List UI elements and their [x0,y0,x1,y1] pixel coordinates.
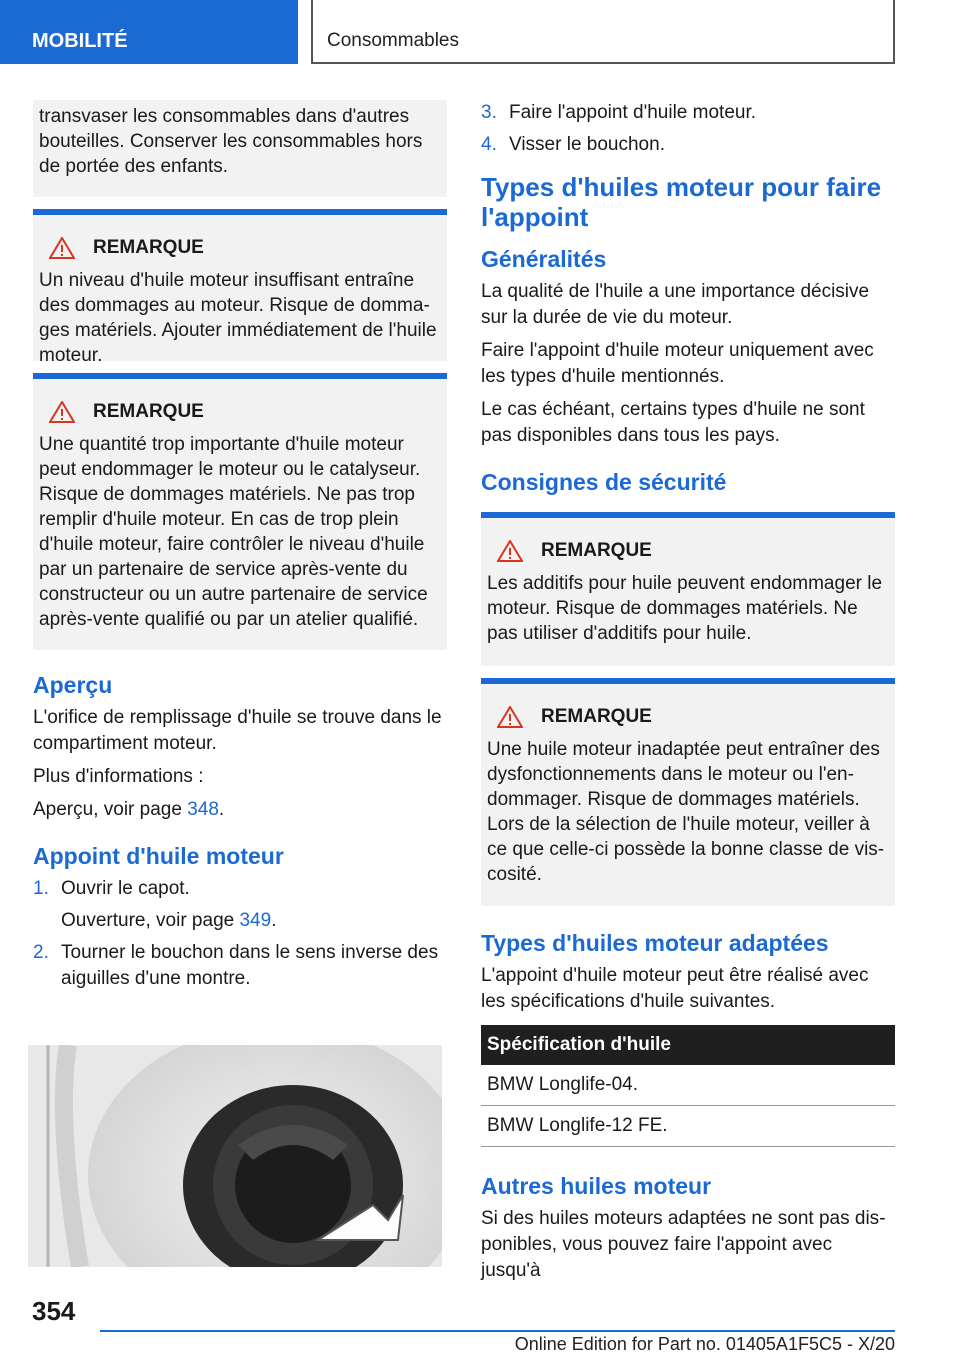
chapter-title: Consommables [327,30,459,51]
intro-box [33,100,447,197]
chapter-header [311,0,895,64]
note-header [487,538,887,563]
left-column [33,100,447,998]
types-heading: Types d'huiles moteur pour faire l'appoint [481,172,882,232]
apercu-heading: Aperçu [33,672,113,698]
adaptees-heading: Types d'huiles moteur adaptées [481,930,829,956]
warning-icon [49,401,75,423]
step-sub-ref: Ouverture, voir page 349. [61,910,277,931]
appoint-steps-cont [481,100,895,158]
section-tab[interactable] [0,0,298,64]
warning-icon [49,237,75,259]
note-title: REMARQUE [541,540,652,561]
adaptees-text: L'appoint d'huile moteur peut être réalisé avec les spécifications d'huile suivantes. [481,965,869,1012]
note-text: Une quantité trop importante d'huile moteur peut endommager le moteur ou le catalyseur. Risque de dommages matériels. Ne pas trop remplir d'huile moteur. En cas de trop plein d'huile moteur, faire contrôler le niveau d'huile par un partenaire de service après-vente du constructeur ou un autre partenaire de service après-vente qualifié ou par un atelier qualifié. [39,434,428,630]
apercu-ref: Aperçu, voir page 348. [33,799,225,820]
appoint-steps [33,876,447,992]
table-row: BMW Longlife-12 FE. [481,1106,895,1147]
securite-heading: Consignes de sécurité [481,469,727,495]
autres-heading: Autres huiles moteur [481,1173,712,1199]
appoint-heading: Appoint d'huile moteur [33,843,284,869]
footer-divider [100,1330,895,1332]
oil-cap-illustration [28,1045,442,1267]
note-text: Un niveau d'huile moteur insuffisant entraîne des dommages au moteur. Risque de dommages matériels. Ajouter immédiatement de l'huile moteur. [39,270,437,366]
note-box-3 [481,512,895,666]
right-column [481,100,895,1291]
list-item: 1. Ouvrir le capot. Ouverture, voir page 349. [33,876,447,934]
generalites-p2: Faire l'appoint d'huile moteur uniquement avec les types d'huile mentionnés. [481,340,874,387]
page-number: 354 [32,1296,76,1326]
section-title: MOBILITÉ [32,30,128,52]
note-box-2 [33,373,447,650]
note-title: REMARQUE [93,237,204,258]
intro-text: transvaser les consommables dans d'autres bouteilles. Conserver les consommables hors de portée des enfants. [39,106,423,177]
note-header [39,235,439,260]
autres-text: Si des huiles moteurs adaptées ne sont pas disponibles, vous pouvez faire l'appoint avec jusqu'à [481,1208,886,1281]
generalites-p3: Le cas échéant, certains types d'huile ne sont pas disponibles dans tous les pays. [481,399,865,446]
apercu-more: Plus d'informations : [33,766,204,787]
note-box-1 [33,209,447,366]
list-item: 4. Visser le bouchon. [481,134,665,155]
note-box-4 [481,678,895,906]
note-title: REMARQUE [93,401,204,422]
warning-icon [497,540,523,562]
note-text: Une huile moteur inadaptée peut entraîner des dysfonctionnements dans le moteur ou l'endommager. Risque de dommages matériels. Lors de la sélection de l'huile moteur, veiller à ce que celle-ci possède la bonne classe de viscosité. [487,739,885,885]
footer-edition: Online Edition for Part no. 01405A1F5C5 - X/20 [514,1334,895,1354]
note-header [487,704,887,729]
apercu-text: L'orifice de remplissage d'huile se trouve dans le compartiment moteur. [33,707,442,754]
table-row: BMW Longlife-04. [481,1065,895,1106]
warning-icon [497,706,523,728]
list-item: 2. Tourner le bouchon dans le sens inverse des aiguilles d'une montre. [33,942,439,989]
page-link-349[interactable]: 349 [239,910,272,931]
generalites-p1: La qualité de l'huile a une importance décisive sur la durée de vie du moteur. [481,281,870,328]
note-text: Les additifs pour huile peuvent endommager le moteur. Risque de dommages matériels. Ne pas utiliser d'additifs pour huile. [487,573,883,644]
note-title: REMARQUE [541,706,652,727]
generalites-heading: Généralités [481,246,607,272]
list-item: 3. Faire l'appoint d'huile moteur. [481,102,757,123]
note-header [39,399,439,424]
oil-spec-table [481,1025,895,1147]
table-header: Spécification d'huile [481,1025,895,1065]
oil-cap-photo [28,1045,442,1267]
page-link-348[interactable]: 348 [187,799,219,820]
